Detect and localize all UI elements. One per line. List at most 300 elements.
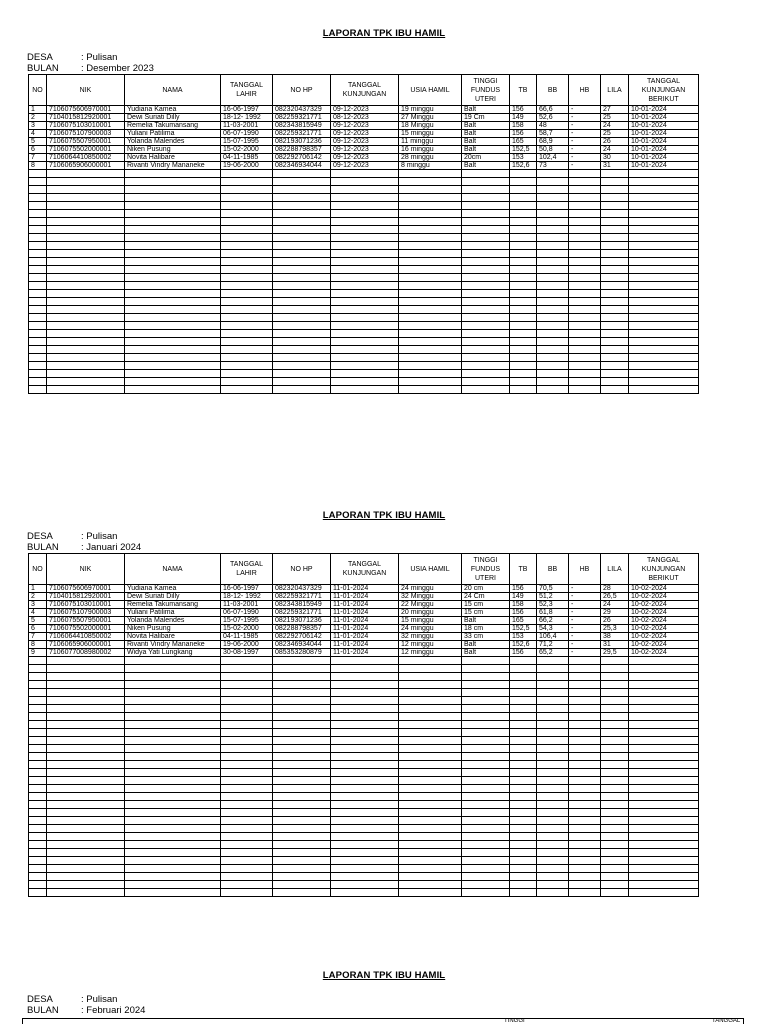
- cell-nik: [47, 697, 125, 705]
- table-row: [29, 186, 699, 194]
- cell-nama: [125, 282, 221, 290]
- cell-nama: [125, 178, 221, 186]
- table-row: [29, 210, 699, 218]
- cell-no-hp: [273, 665, 331, 673]
- cell-kunjungan-berikut: 10-01-2024: [629, 130, 699, 138]
- cell-hb: [569, 753, 601, 761]
- cell-no-hp: [273, 889, 331, 897]
- cell-tb: [510, 785, 537, 793]
- cell-tanggal-lahir: [221, 242, 273, 250]
- cell-tanggal-lahir: [221, 753, 273, 761]
- cell-tinggi-fundus: 33 cm: [462, 633, 510, 641]
- table-row: [29, 290, 699, 298]
- cell-no: [29, 673, 47, 681]
- cell-kunjungan-berikut: [629, 761, 699, 769]
- cell-tanggal-kunjungan: [331, 873, 399, 881]
- cell-nik: 7106075606970001: [47, 106, 125, 114]
- cell-nik: [47, 689, 125, 697]
- cell-no: [29, 721, 47, 729]
- cell-tanggal-lahir: [221, 170, 273, 178]
- cell-kunjungan-berikut: [629, 218, 699, 226]
- cell-bb: [537, 290, 569, 298]
- cell-tanggal-lahir: [221, 857, 273, 865]
- cell-kunjungan-berikut: [629, 274, 699, 282]
- cell-usia-hamil: [399, 777, 462, 785]
- cell-nama: Novita Halibare: [125, 633, 221, 641]
- cell-tanggal-kunjungan: 09-12-2023: [331, 138, 399, 146]
- cell-kunjungan-berikut: [629, 697, 699, 705]
- cell-no: [29, 378, 47, 386]
- cell-tanggal-lahir: [221, 737, 273, 745]
- cell-tanggal-lahir: [221, 817, 273, 825]
- cell-hb: [569, 386, 601, 394]
- cell-tanggal-lahir: [221, 234, 273, 242]
- cell-hb: [569, 809, 601, 817]
- table-row: [29, 322, 699, 330]
- cell-nama: [125, 202, 221, 210]
- cell-no: [29, 801, 47, 809]
- cell-usia-hamil: [399, 881, 462, 889]
- cell-bb: [537, 697, 569, 705]
- cell-no-hp: [273, 777, 331, 785]
- header-no: NO: [29, 75, 47, 106]
- cell-bb: [537, 178, 569, 186]
- cell-bb: [537, 258, 569, 266]
- cell-tanggal-kunjungan: [331, 785, 399, 793]
- cell-tanggal-kunjungan: [331, 713, 399, 721]
- cell-nama: [125, 873, 221, 881]
- cell-nik: [47, 338, 125, 346]
- cell-bb: [537, 282, 569, 290]
- cell-tb: [510, 801, 537, 809]
- cell-nik: [47, 769, 125, 777]
- cell-hb: [569, 849, 601, 857]
- cell-bb: 66,6: [537, 106, 569, 114]
- cell-no-hp: [273, 362, 331, 370]
- table-row: [29, 250, 699, 258]
- table-row: [29, 697, 699, 705]
- cell-bb: [537, 266, 569, 274]
- cell-tanggal-kunjungan: [331, 202, 399, 210]
- cell-tanggal-kunjungan: [331, 849, 399, 857]
- cell-nik: 7106064410850002: [47, 154, 125, 162]
- cell-kunjungan-berikut: [629, 266, 699, 274]
- cell-tanggal-kunjungan: 09-12-2023: [331, 154, 399, 162]
- cell-nik: 7106077008980002: [47, 649, 125, 657]
- header-usia-hamil: USIA HAMIL: [399, 554, 462, 585]
- cell-bb: [537, 194, 569, 202]
- table-row: [29, 601, 699, 609]
- cell-tb: [510, 194, 537, 202]
- table-row: [29, 641, 699, 649]
- cell-tinggi-fundus: [462, 234, 510, 242]
- header-nama: NAMA: [125, 75, 221, 106]
- cell-nik: 7106075107900003: [47, 609, 125, 617]
- cell-no: [29, 753, 47, 761]
- cell-nik: [47, 785, 125, 793]
- cell-tanggal-kunjungan: [331, 673, 399, 681]
- cell-tinggi-fundus: [462, 873, 510, 881]
- cell-kunjungan-berikut: [629, 865, 699, 873]
- report-title: LAPORAN TPK IBU HAMIL: [322, 970, 446, 981]
- cell-tanggal-kunjungan: [331, 793, 399, 801]
- cell-nik: [47, 721, 125, 729]
- bulan-value: : Januari 2024: [81, 542, 142, 553]
- cell-no: 6: [29, 625, 47, 633]
- cell-usia-hamil: [399, 833, 462, 841]
- cell-lila: 31: [601, 162, 629, 170]
- cell-no: [29, 761, 47, 769]
- cell-hb: -: [569, 585, 601, 593]
- cell-kunjungan-berikut: 10-01-2024: [629, 162, 699, 170]
- cell-kunjungan-berikut: [629, 689, 699, 697]
- cell-nama: [125, 729, 221, 737]
- cell-kunjungan-berikut: 10-02-2024: [629, 617, 699, 625]
- table-row: [29, 689, 699, 697]
- cell-tinggi-fundus: 20cm: [462, 154, 510, 162]
- table-row: [29, 282, 699, 290]
- cell-tb: [510, 769, 537, 777]
- cell-nama: Remelia Takumansang: [125, 601, 221, 609]
- cell-tanggal-kunjungan: 11-01-2024: [331, 641, 399, 649]
- cell-tinggi-fundus: Balt: [462, 649, 510, 657]
- cell-nama: Yolanda Malendes: [125, 617, 221, 625]
- header-usia-hamil: USIA HAMIL: [399, 75, 462, 106]
- cell-lila: [601, 266, 629, 274]
- cell-tanggal-lahir: [221, 290, 273, 298]
- cell-hb: [569, 681, 601, 689]
- cell-tanggal-kunjungan: 11-01-2024: [331, 609, 399, 617]
- cell-no-hp: [273, 721, 331, 729]
- cell-kunjungan-berikut: [629, 889, 699, 897]
- cell-nik: 7106064410850002: [47, 633, 125, 641]
- table-row: [29, 841, 699, 849]
- cell-nik: [47, 258, 125, 266]
- cell-lila: 24: [601, 601, 629, 609]
- cell-no-hp: [273, 865, 331, 873]
- cell-tb: 152,6: [510, 162, 537, 170]
- cell-usia-hamil: [399, 250, 462, 258]
- cell-kunjungan-berikut: 10-02-2024: [629, 625, 699, 633]
- cell-no: [29, 785, 47, 793]
- cell-tanggal-kunjungan: [331, 282, 399, 290]
- cell-bb: 52,6: [537, 114, 569, 122]
- cell-usia-hamil: [399, 737, 462, 745]
- cell-nik: 7106065906000001: [47, 641, 125, 649]
- bulan-label: BULAN: [27, 542, 59, 553]
- cell-no-hp: 082288798357: [273, 625, 331, 633]
- cell-hb: -: [569, 601, 601, 609]
- cell-nama: [125, 322, 221, 330]
- cell-nama: [125, 250, 221, 258]
- cell-tanggal-kunjungan: [331, 681, 399, 689]
- cell-kunjungan-berikut: [629, 681, 699, 689]
- cell-lila: [601, 761, 629, 769]
- cell-no-hp: [273, 242, 331, 250]
- cell-tanggal-kunjungan: 09-12-2023: [331, 146, 399, 154]
- cell-usia-hamil: [399, 873, 462, 881]
- cell-no-hp: [273, 386, 331, 394]
- cell-tinggi-fundus: [462, 378, 510, 386]
- cell-tb: [510, 282, 537, 290]
- cell-no: [29, 202, 47, 210]
- cell-hb: [569, 745, 601, 753]
- cell-tanggal-lahir: [221, 386, 273, 394]
- cell-nik: [47, 242, 125, 250]
- cell-no-hp: [273, 849, 331, 857]
- cell-lila: 28: [601, 585, 629, 593]
- cell-usia-hamil: [399, 849, 462, 857]
- cell-no-hp: [273, 713, 331, 721]
- cell-nik: [47, 346, 125, 354]
- cell-kunjungan-berikut: [629, 785, 699, 793]
- cell-tb: [510, 657, 537, 665]
- cell-tinggi-fundus: [462, 681, 510, 689]
- cell-tb: [510, 290, 537, 298]
- cell-usia-hamil: [399, 753, 462, 761]
- cell-lila: 26,5: [601, 593, 629, 601]
- cell-nama: [125, 777, 221, 785]
- cell-no: [29, 713, 47, 721]
- cell-bb: [537, 849, 569, 857]
- cell-nik: [47, 330, 125, 338]
- table-row: [29, 593, 699, 601]
- cell-usia-hamil: [399, 378, 462, 386]
- cell-tanggal-lahir: [221, 370, 273, 378]
- cell-lila: 38: [601, 633, 629, 641]
- cell-tinggi-fundus: [462, 657, 510, 665]
- cell-tanggal-kunjungan: 09-12-2023: [331, 106, 399, 114]
- cell-bb: [537, 186, 569, 194]
- cell-no: [29, 314, 47, 322]
- cell-tb: [510, 242, 537, 250]
- cell-nama: Yudiana Kamea: [125, 106, 221, 114]
- cell-tb: [510, 849, 537, 857]
- cell-tanggal-lahir: [221, 330, 273, 338]
- cell-tanggal-kunjungan: [331, 306, 399, 314]
- cell-tb: [510, 218, 537, 226]
- table-row: [29, 162, 699, 170]
- cell-nik: [47, 210, 125, 218]
- table-row: [29, 114, 699, 122]
- cell-nik: 7106075606970001: [47, 585, 125, 593]
- cell-tanggal-lahir: [221, 322, 273, 330]
- cell-bb: [537, 354, 569, 362]
- cell-tinggi-fundus: [462, 194, 510, 202]
- cell-no: [29, 234, 47, 242]
- cell-tanggal-lahir: [221, 889, 273, 897]
- cell-nama: [125, 745, 221, 753]
- cell-usia-hamil: [399, 793, 462, 801]
- table-row: [29, 122, 699, 130]
- cell-nama: [125, 697, 221, 705]
- cell-tanggal-lahir: [221, 713, 273, 721]
- cell-tb: [510, 721, 537, 729]
- cell-kunjungan-berikut: [629, 753, 699, 761]
- cell-no: 2: [29, 593, 47, 601]
- cell-tb: [510, 729, 537, 737]
- cell-tinggi-fundus: [462, 785, 510, 793]
- cell-nama: [125, 769, 221, 777]
- table-row: [29, 769, 699, 777]
- cell-tinggi-fundus: [462, 218, 510, 226]
- cell-no: [29, 370, 47, 378]
- cell-bb: [537, 170, 569, 178]
- desa-label: DESA: [27, 531, 53, 542]
- cell-no: [29, 729, 47, 737]
- cell-nama: Dewi Suriati Dilly: [125, 114, 221, 122]
- cell-no: 3: [29, 601, 47, 609]
- cell-hb: [569, 793, 601, 801]
- cell-tanggal-lahir: [221, 378, 273, 386]
- table-row: [29, 617, 699, 625]
- table-row: [29, 761, 699, 769]
- cell-tinggi-fundus: [462, 825, 510, 833]
- cell-bb: [537, 713, 569, 721]
- cell-tanggal-lahir: [221, 777, 273, 785]
- cell-no-hp: [273, 218, 331, 226]
- table-row: [29, 178, 699, 186]
- table-row: [29, 713, 699, 721]
- header-lila: LILA: [601, 554, 629, 585]
- cell-no: [29, 881, 47, 889]
- cell-no-hp: [273, 202, 331, 210]
- cell-no-hp: [273, 378, 331, 386]
- cell-nama: [125, 378, 221, 386]
- cell-kunjungan-berikut: [629, 194, 699, 202]
- cell-tinggi-fundus: [462, 881, 510, 889]
- cell-no-hp: 082193071236: [273, 617, 331, 625]
- cell-bb: [537, 314, 569, 322]
- cell-lila: [601, 657, 629, 665]
- cell-tanggal-kunjungan: [331, 777, 399, 785]
- cell-nama: Widya Yati Lungkang: [125, 649, 221, 657]
- cell-hb: [569, 250, 601, 258]
- cell-tb: [510, 210, 537, 218]
- desa-value: : Pulisan: [81, 52, 118, 63]
- cell-tb: [510, 809, 537, 817]
- cell-tinggi-fundus: [462, 282, 510, 290]
- cell-lila: [601, 226, 629, 234]
- cell-lila: [601, 841, 629, 849]
- cell-tanggal-kunjungan: 09-12-2023: [331, 130, 399, 138]
- cell-tanggal-lahir: [221, 745, 273, 753]
- cell-hb: [569, 362, 601, 370]
- cell-no-hp: [273, 825, 331, 833]
- bulan-label: BULAN: [27, 63, 59, 74]
- cell-usia-hamil: 27 Minggu: [399, 114, 462, 122]
- cell-hb: [569, 306, 601, 314]
- cell-tb: 158: [510, 122, 537, 130]
- cell-no: 3: [29, 122, 47, 130]
- table-row: [29, 258, 699, 266]
- table-row: [29, 338, 699, 346]
- cell-bb: [537, 322, 569, 330]
- cell-kunjungan-berikut: 10-01-2024: [629, 146, 699, 154]
- table-row: [29, 234, 699, 242]
- cell-tanggal-kunjungan: [331, 841, 399, 849]
- cell-no: [29, 250, 47, 258]
- cell-nama: [125, 258, 221, 266]
- cell-bb: 54,3: [537, 625, 569, 633]
- cell-no-hp: [273, 809, 331, 817]
- table-row: [29, 138, 699, 146]
- cell-usia-hamil: [399, 298, 462, 306]
- cell-tinggi-fundus: [462, 274, 510, 282]
- cell-tinggi-fundus: 15 cm: [462, 601, 510, 609]
- cell-nik: 7106075107900003: [47, 130, 125, 138]
- cell-usia-hamil: [399, 362, 462, 370]
- cell-nama: [125, 721, 221, 729]
- header-bb: BB: [537, 554, 569, 585]
- cell-tanggal-kunjungan: [331, 833, 399, 841]
- cell-no: 5: [29, 617, 47, 625]
- cell-tb: 153: [510, 154, 537, 162]
- cell-no-hp: [273, 282, 331, 290]
- cell-kunjungan-berikut: [629, 242, 699, 250]
- cell-usia-hamil: [399, 761, 462, 769]
- cell-tb: [510, 314, 537, 322]
- cell-usia-hamil: 15 minggu: [399, 130, 462, 138]
- cell-usia-hamil: [399, 330, 462, 338]
- cell-hb: [569, 178, 601, 186]
- cell-no: [29, 825, 47, 833]
- cell-nik: [47, 873, 125, 881]
- cell-usia-hamil: [399, 889, 462, 897]
- cell-bb: [537, 665, 569, 673]
- cell-usia-hamil: [399, 665, 462, 673]
- table-row: [29, 170, 699, 178]
- cell-bb: [537, 857, 569, 865]
- cell-kunjungan-berikut: [629, 657, 699, 665]
- cell-tb: [510, 825, 537, 833]
- cell-no-hp: [273, 274, 331, 282]
- cell-lila: 30: [601, 154, 629, 162]
- cell-kunjungan-berikut: [629, 705, 699, 713]
- cell-nik: [47, 673, 125, 681]
- cell-nama: [125, 234, 221, 242]
- cell-hb: -: [569, 625, 601, 633]
- cell-kunjungan-berikut: [629, 298, 699, 306]
- desa-label: DESA: [27, 994, 53, 1005]
- header-nik: NIK: [47, 554, 125, 585]
- cell-lila: [601, 817, 629, 825]
- cell-nik: [47, 825, 125, 833]
- cell-nik: [47, 857, 125, 865]
- cell-tinggi-fundus: [462, 346, 510, 354]
- cell-no-hp: [273, 186, 331, 194]
- cell-tanggal-lahir: [221, 841, 273, 849]
- cell-no-hp: [273, 178, 331, 186]
- cell-hb: -: [569, 138, 601, 146]
- table-row: [29, 673, 699, 681]
- cell-kunjungan-berikut: [629, 841, 699, 849]
- table-row: [29, 370, 699, 378]
- cell-bb: 71,2: [537, 641, 569, 649]
- cell-usia-hamil: [399, 386, 462, 394]
- cell-hb: [569, 657, 601, 665]
- cell-tanggal-lahir: 19-06-2000: [221, 162, 273, 170]
- cell-tanggal-lahir: [221, 194, 273, 202]
- cell-tb: [510, 258, 537, 266]
- cell-tinggi-fundus: [462, 330, 510, 338]
- cell-lila: [601, 777, 629, 785]
- cell-no-hp: 082343815949: [273, 601, 331, 609]
- table-row: [29, 354, 699, 362]
- cell-lila: 31: [601, 641, 629, 649]
- cell-usia-hamil: [399, 657, 462, 665]
- cell-nama: [125, 354, 221, 362]
